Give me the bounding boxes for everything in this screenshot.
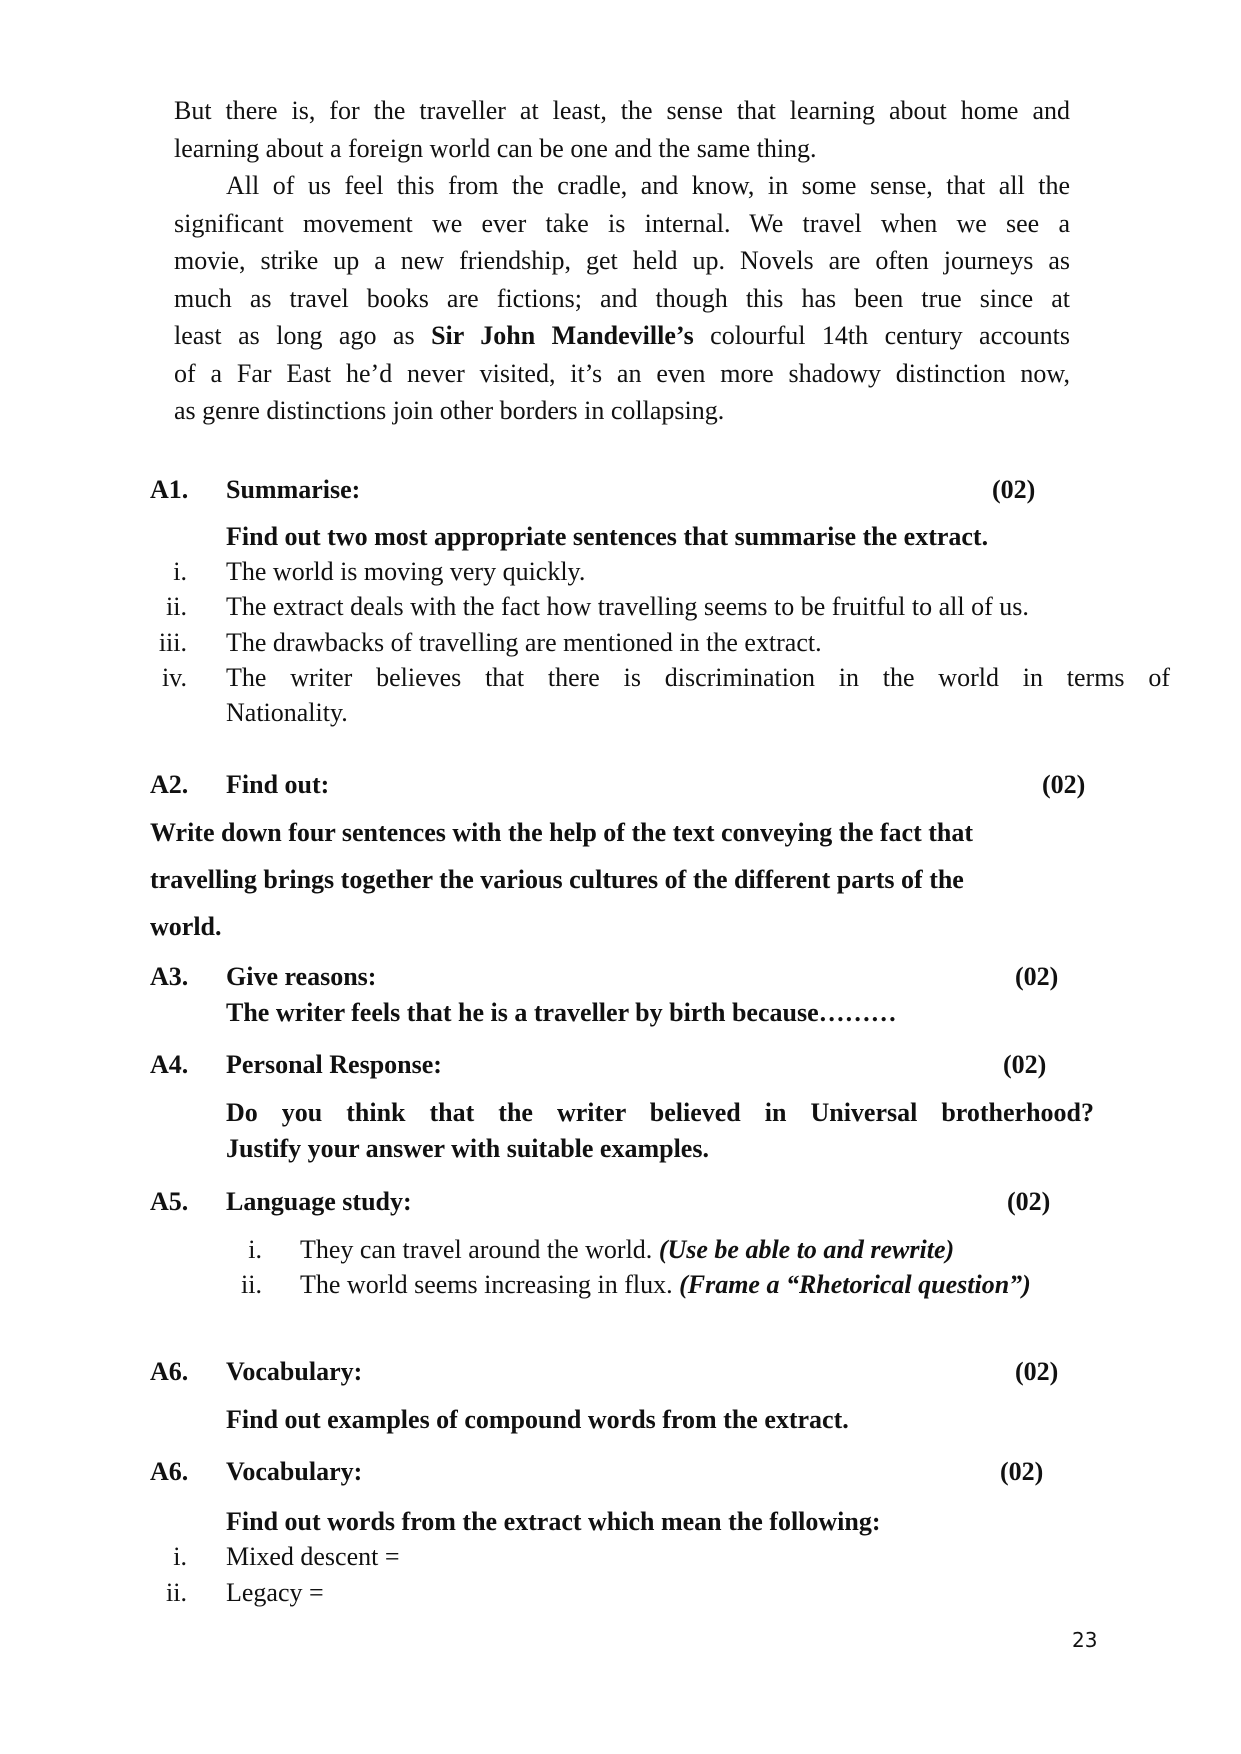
question-title: Personal Response:	[226, 1050, 442, 1079]
option-text: The world is moving very quickly.	[226, 557, 586, 586]
passage-line: significant movement we ever take is internal. We travel when we see a	[174, 208, 1070, 238]
page-number: 23	[1072, 1628, 1098, 1652]
author-name: Sir John Mandeville’s	[431, 321, 694, 350]
question-marks: (02)	[1042, 770, 1086, 799]
item-number: iii.	[158, 628, 187, 657]
question-instruction: The writer feels that he is a traveller by birth because………	[226, 998, 897, 1027]
passage-paragraph-2	[174, 167, 1070, 430]
language-item	[300, 1235, 954, 1265]
question-title: Vocabulary:	[226, 1357, 363, 1386]
passage-paragraph-1	[174, 92, 1070, 167]
question-instruction: Find out words from the extract which mean the following:	[226, 1507, 881, 1536]
question-number: A1.	[150, 475, 189, 504]
passage-line: All of us feel this from the cradle, and know, in some sense, that all the	[226, 171, 1070, 200]
passage-line: of a Far East he’d never visited, it’s an even more shadowy distinction now,	[174, 358, 1070, 388]
question-number: A6.	[150, 1457, 189, 1486]
question-marks: (02)	[992, 475, 1036, 504]
passage-line: much as travel books are fictions; and though this has been true since at	[174, 283, 1070, 313]
option-text	[226, 663, 1170, 693]
passage-line: as genre distinctions join other borders in collapsing.	[174, 396, 725, 425]
question-marks: (02)	[1000, 1457, 1044, 1486]
passage-line	[174, 317, 1070, 355]
question-title: Summarise:	[226, 475, 361, 504]
vocab-item: Mixed descent =	[226, 1542, 400, 1571]
passage-text: colourful 14th century accounts	[693, 321, 1071, 350]
passage-line: learning about a foreign world can be one and the same thing.	[174, 133, 817, 163]
question-instruction	[226, 1098, 1094, 1128]
item-hint: (Use be able to and rewrite)	[658, 1235, 955, 1264]
item-number: ii.	[166, 592, 187, 621]
question-instruction: travelling brings together the various cultures of the different parts of the	[150, 865, 964, 894]
passage-line: But there is, for the traveller at least, the sense that learning about home and	[174, 96, 1070, 125]
item-sentence: The world seems increasing in flux.	[300, 1270, 680, 1299]
question-title: Give reasons:	[226, 962, 377, 991]
question-marks: (02)	[1007, 1187, 1051, 1216]
question-number: A3.	[150, 962, 189, 991]
question-number: A6.	[150, 1357, 189, 1386]
question-instruction: world.	[150, 912, 222, 941]
item-number: iv.	[161, 663, 187, 692]
item-hint: (Frame a “Rhetorical question”)	[679, 1270, 1031, 1299]
question-marks: (02)	[1003, 1050, 1047, 1079]
item-number: i.	[248, 1235, 262, 1264]
option-text: The drawbacks of travelling are mentioned in the extract.	[226, 628, 822, 657]
question-instruction: Justify your answer with suitable examples.	[226, 1134, 709, 1163]
item-number: i.	[173, 557, 187, 586]
item-number: ii.	[166, 1578, 187, 1607]
question-instruction: Find out two most appropriate sentences that summarise the extract.	[226, 522, 989, 551]
question-title: Vocabulary:	[226, 1457, 363, 1486]
question-number: A4.	[150, 1050, 189, 1079]
item-number: i.	[173, 1542, 187, 1571]
passage-line: movie, strike up a new friendship, get held up. Novels are often journeys as	[174, 246, 1070, 275]
question-number: A2.	[150, 770, 189, 799]
passage-text: least as long ago as	[174, 321, 432, 350]
question-marks: (02)	[1015, 1357, 1059, 1386]
vocab-item: Legacy =	[226, 1578, 324, 1607]
option-text: The extract deals with the fact how travelling seems to be fruitful to all of us.	[226, 592, 1029, 621]
option-line: The writer believes that there is discrimination in the world in terms of	[226, 663, 1170, 692]
question-title: Find out:	[226, 770, 330, 799]
option-text-continued: Nationality.	[226, 698, 348, 727]
question-title: Language study:	[226, 1187, 412, 1216]
question-instruction: Find out examples of compound words from the extract.	[226, 1405, 849, 1434]
instruction-line: Do you think that the writer believed in Universal brotherhood?	[226, 1098, 1094, 1127]
item-sentence: They can travel around the world.	[300, 1235, 659, 1264]
question-instruction: Write down four sentences with the help of the text conveying the fact that	[150, 818, 973, 847]
item-number: ii.	[241, 1270, 262, 1299]
question-marks: (02)	[1015, 962, 1059, 991]
language-item	[300, 1270, 1031, 1300]
question-number: A5.	[150, 1187, 189, 1216]
